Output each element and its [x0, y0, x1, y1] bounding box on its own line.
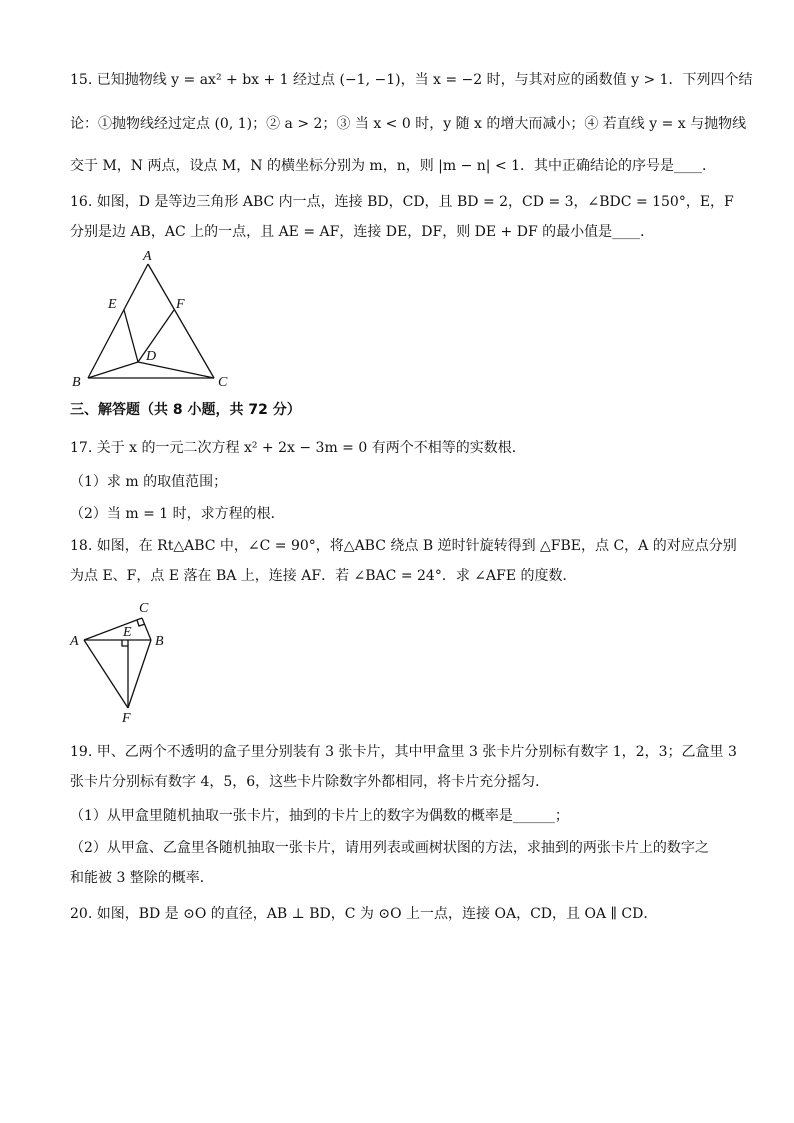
label-d: D [146, 349, 157, 364]
segment-cd [138, 362, 214, 378]
label-f: F [176, 297, 185, 312]
label-a: A [143, 249, 152, 264]
q18-rotation-figure [66, 598, 176, 726]
q19-line-2: 张卡片分别标有数字 4，5，6，这些卡片除数字外都相同，将卡片充分摇匀． [70, 774, 550, 790]
segment-de [124, 310, 138, 362]
segment-ac [148, 264, 214, 378]
q16-line-1: 16. 如图，D 是等边三角形 ABC 内一点，连接 BD，CD，且 BD = 2，CD = 3，∠BDC = 150°，E，F [70, 194, 734, 210]
label-a: A [70, 634, 79, 649]
q16-line-2: 分别是边 AB，AC 上的一点，且 AE = AF，连接 DE，DF，则 DE + DF 的最小值是____． [70, 224, 655, 240]
q16-triangle-figure [62, 246, 242, 394]
segment-cb [142, 618, 151, 640]
label-c: C [218, 375, 228, 390]
segment-af [84, 640, 128, 708]
q17-part-1: （1）求 m 的取值范围； [70, 474, 228, 490]
label-e: E [123, 625, 132, 640]
q18-line-2: 为点 E、F，点 E 落在 BA 上，连接 AF．若 ∠BAC = 24°．求 ∠AFE 的度数． [70, 568, 577, 584]
section-heading: 三、解答题（共 8 小题，共 72 分） [70, 402, 301, 418]
q15-line-1: 15. 已知抛物线 y = ax² + bx + 1 经过点 (−1, −1)，当 x = −2 时，与其对应的函数值 y > 1．下列四个结 [70, 72, 753, 88]
q18-line-1: 18. 如图，在 Rt△ABC 中，∠C = 90°，将△ABC 绕点 B 逆时针旋转得到 △FBE，点 C，A 的对应点分别 [70, 538, 737, 554]
label-f: F [122, 711, 131, 726]
q15-line-2: 论：①抛物线经过定点 (0, 1)；② a > 2；③ 当 x < 0 时，y 随 x 的增大而减小；④ 若直线 y = x 与抛物线 [70, 116, 747, 132]
q19-part-2: （2）从甲盒、乙盒里各随机抽取一张卡片，请用列表或画树状图的方法，求抽到的两张卡片上的数字之 [70, 840, 709, 856]
q17-part-2: （2）当 m = 1 时，求方程的根． [70, 506, 285, 522]
label-c: C [139, 601, 149, 616]
label-b: B [72, 375, 81, 390]
q20-line-1: 20. 如图，BD 是 ⊙O 的直径，AB ⊥ BD，C 为 ⊙O 上一点，连接 OA，CD，且 OA ∥ CD． [70, 906, 658, 922]
segment-ac [84, 618, 142, 640]
q15-line-3: 交于 M，N 两点，设点 M，N 的横坐标分别为 m，n，则 |m − n| < 1．其中正确结论的序号是____． [70, 158, 717, 174]
label-b: B [155, 634, 164, 649]
segment-bf [128, 640, 151, 708]
q17-line-1: 17. 关于 x 的一元二次方程 x² + 2x − 3m = 0 有两个不相等的实数根． [70, 440, 526, 456]
q19-line-5: 和能被 3 整除的概率． [70, 870, 214, 886]
q19-part-1: （1）从甲盒里随机抽取一张卡片，抽到的卡片上的数字为偶数的概率是______； [70, 808, 569, 824]
q19-line-1: 19. 甲、乙两个不透明的盒子里分别装有 3 张卡片，其中甲盒里 3 张卡片分别标有数字 1，2，3；乙盒里 3 [70, 744, 737, 760]
right-angle-mark-e [122, 640, 128, 646]
label-e: E [108, 297, 117, 312]
